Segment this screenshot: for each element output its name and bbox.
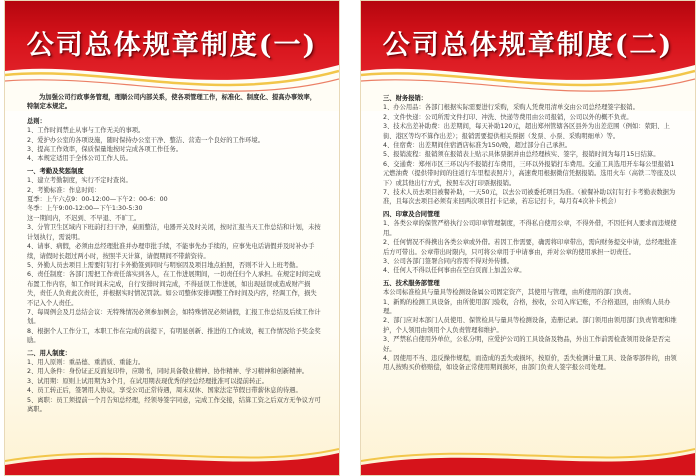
clause-text: 本公司标准检具与量具等检测设备属公司固定资产，其使用与管理，由所使用的部门负责。 [383,289,635,297]
clause-text: 4、请事、病假，必须由总经理批准并办理审批手续，不能事先办手续的，应事先电话请假并及时补办手续，请假时长超过两小时，按照半天计算，请假期间不带薪资待。 [27,243,315,260]
page-title: 公司总体规章制度(二) [382,30,674,61]
clause-text: 7、每周例会及月总结会议：无特殊情况必须参加例会，如特殊情况必须请假，汇报工作总结及后续工作计划。 [27,308,321,326]
clause-text: 3、分管卫生区域内下班前打扫干净，桌面整洁，电器开关及时关闭，按时汇报当天工作总结和计划，未按计划执行，需说明。 [27,224,321,241]
clause-text: 1、各类公章的保管严格执行公司印章管理制度，不得私自使用公章，不得外借，不因任何人要求而违规使用。 [383,220,677,237]
clause-text: 4、任何人不得以任何事由在空白页面上加盖公章。 [383,267,526,275]
clause-text: 7、技术人员去项目被餐补助，一天50元，以去公司被委托项目为准。（被餐补助以钉钉打卡考勤表数据为准，且每次去项目必须有来回两次项目打卡记录，若忘记打卡，每月有4次补卡机会） [383,189,676,206]
section-heading: 二、用人制度： [27,349,72,357]
clause-text: 这一期间内，不迟到、不早退、不旷工。 [27,214,141,222]
clause-text: 5、报销流程：报销须在报销表上贴示具体票据并由总经理核实、签字，报销时间为每月15日结算。 [383,151,660,159]
clause-text: 1、用人原则：重品德、重潜质、重能力。 [27,358,145,366]
clause-text: 冬季：上午9:00-12:00—下午1:30-5:30 [27,205,143,213]
clause-text: 夏季：上午六点9：00-12:00—下午2：00-6：00 [27,196,168,204]
clause-text: 1、新购的检测工具设备，由所使用部门验收，合格，按收，公司入库记账，不合格退回，由所购人员办理。 [383,298,671,315]
section-heading: 三、财务报销： [383,95,428,102]
clause-text: 2、文件快递：公司所需文件打印、冲洗、快递等费用由公司报销，公司以外的概不负责。 [383,113,633,121]
clause-text: 3、试用期：原则上试用期为3个月，在试用期表现优秀的经总经理批准可以提前转正。 [27,377,268,385]
section-heading: 总则： [27,117,46,125]
section-heading: 四、印章及合同管理 [383,210,440,218]
page-title: 公司总体规章制度(一) [26,30,318,61]
clause-text: 5、外勤人员去项目上需要钉钉打卡外勤签到同时与明察因及项目地点拍照，否则不计入上班考勤。 [27,261,302,269]
regulation-poster-1 [4,0,340,476]
footer-swoosh-decoration [5,435,339,475]
clause-text: 4、本规定适用于全体公司工作人员。 [27,155,132,163]
clause-text: 4、员工转正后，签署用人协议，享受公司正常待遇，周末双休、国家法定节假日带薪休息的待遇。 [27,387,302,395]
clause-text: 1、办公用品：各部门根据实际需要进行采购，采购人凭费用清单交由公司总经理签字报销。 [383,104,639,112]
clause-list [383,94,677,373]
clause-text: 8、根据个人工作分工，本职工作在完成的前提下，有明显创新、推进的工作成效，视工作情况给予奖金奖励。 [27,327,321,345]
clause-text: 3、提高工作效率，保质保量地按时完成各项工作任务。 [27,146,183,154]
clause-text: 2、爱护办公室的各项设施，随时保持办公室干净、整洁、营造一个良好的工作环境。 [27,136,264,144]
clause-list [27,117,321,415]
regulation-text [383,93,677,457]
regulation-text [27,93,321,457]
poster-header-band [5,1,339,85]
clause-text: 1、工作时间禁止从事与工作无关的事项。 [27,127,145,135]
clause-text: 2、考勤标准：作息时间： [27,186,101,194]
clause-text: 3、技术出差补助费：出差期间，每天补助120元，超出郑州管辖各区县外为出差范围（例如：荥阳、上街、港区等均不算作出差）；报销需要提供相关票据（发票、小票、采购明细单）等。 [383,123,670,140]
footer-swoosh-decoration [361,435,695,475]
regulation-poster-2 [360,0,696,476]
clause-text: 4、因使用不当、违反操作规程，而造成的丢失或损坏，按原价，丢失检测计量工具、设备零部件的，由领用人按购买价格赔偿，如设备正常使用期间损坏，由部门负责人签字报公司处理。 [383,354,677,372]
section-heading: 一、考勤及奖惩制度 [27,167,84,175]
clause-text: 2、部门应对本部门人员使用、保管检具与量具等检测设备，造册记录。部门领用由领用部门负责管理和维护，个人领用由领用个人负责管理和维护。 [383,317,677,334]
clause-text: 1、建立考勤制度，实行不定时查岗。 [27,177,132,185]
clause-text: 6、交通费：郑州市区三环以内不报销打车费用，三环以外报销打车费用。交通工具选用开车每公里报销1元燃油费（提供带时间的往返行车里程表照片），高速费用根据微信凭据报销。选用火车（高铁二等座及以下）或其他出行方式，按照车次打印票据报销。 [383,160,676,187]
clause-text: 3、公司各部门签署合同内容需不得对外传播。 [383,257,513,265]
section-heading: 五、技术服务部管理 [383,279,440,287]
intro-paragraph: 为加强公司行政事务管理，理顺公司内部关系，使各项管理工作，标准化、制度化、提高办事效率，特制定本规定。 [27,94,317,111]
clause-text: 6、责任制度：各部门需把工作责任落实到各人，在工作进展期间，一切责任归个人承担。在规定时间完成布置工作内容，如工作时间未完成，自行安排时间完成，不得延误工作进展，如出现延误或造成财产损失，责任人负责此次责任，并根据实时情况罚款。如公司整体安排调整工作时间及内容，经调工作，损失不记入个人责任。 [27,271,321,307]
clause-text: 5、离职：员工须提前一个月告知总经理，经领导签字同意，完成工作交接，结算工资之后双方无争议方可离职。 [27,396,321,413]
clause-text: 4、住宿费：出差期间住宿酒店标准为150/晚，超过部分自己承担。 [383,142,572,150]
poster-header-band [361,1,695,85]
clause-text: 2、用人条件：身份证正反面复印件，应聘书，同时具备敬业精神、协作精神、学习精神和创新精神。 [27,368,309,376]
clause-text: 3、严禁私自使用外单位，公私分明，应爱护公司的工具设备及物品，外出工作前需检查领用设备是否完好。 [383,336,671,353]
clause-text: 2、任何情况不得携出各类公章或外借。若因工作需要，确需将印章带出，需向财务提交申请，总经理批准后方可带出。公章带出时限内，只可将公章用于申请事由，并对公章的使用承担一切责任。 [383,239,677,256]
